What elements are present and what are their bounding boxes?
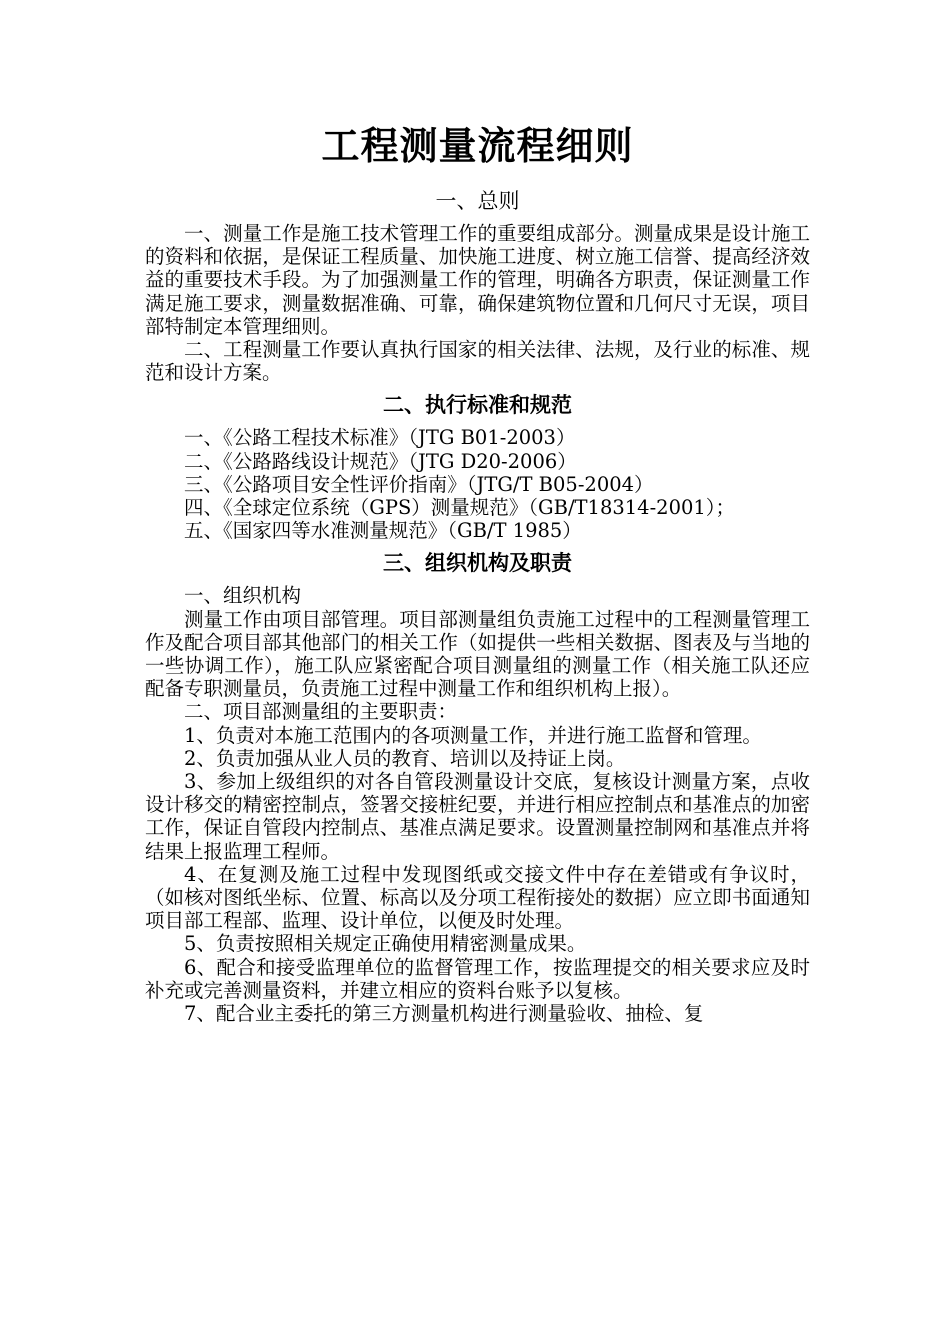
section-heading-organization: 三、组织机构及职责 bbox=[383, 551, 572, 576]
duty-item: 3、参加上级组织的对各自管段测量设计交底，复核设计测量方案，点收设计移交的精密控制点，签署交接桩纪要，并进行相应控制点和基准点的加密工作，保证自管段内控制点、基准点满足要求。设置测量控制网和基准点并将结果上报监理工程师。 bbox=[145, 770, 810, 863]
paragraph: 一、测量工作是施工技术管理工作的重要组成部分。测量成果是设计施工的资料和依据，是保证工程质量、加快施工进度、树立施工信誉、提高经济效益的重要技术手段。为了加强测量工作的管理，明确各方职责，保证测量工作满足施工要求，测量数据准确、可靠，确保建筑物位置和几何尺寸无误，项目部特制定本管理细则。 bbox=[145, 222, 810, 338]
duty-item: 2、负责加强从业人员的教育、培训以及持证上岗。 bbox=[184, 746, 626, 770]
standard-item: 二、《公路路线设计规范》（JTG D20-2006） bbox=[184, 449, 577, 473]
standard-item: 四、《全球定位系统（GPS）测量规范》（GB/T18314-2001）； bbox=[184, 496, 736, 520]
section-heading-general: 一、总则 bbox=[435, 189, 520, 213]
paragraph: 二、工程测量工作要认真执行国家的相关法律、法规，及行业的标准、规范和设计方案。 bbox=[145, 338, 810, 385]
standard-item: 三、《公路项目安全性评价指南》（JTG/T B05-2004） bbox=[184, 472, 654, 496]
section-heading-standards: 二、执行标准和规范 bbox=[383, 393, 572, 418]
document-body bbox=[145, 118, 810, 1025]
duty-item: 7、配合业主委托的第三方测量机构进行测量验收、抽检、复 bbox=[184, 1002, 704, 1026]
duty-item: 1、负责对本施工范围内的各项测量工作，并进行施工监督和管理。 bbox=[184, 723, 762, 747]
duty-item: 4、在复测及施工过程中发现图纸或交接文件中存在差错或有争议时，（如核对图纸坐标、位置、标高以及分项工程衔接处的数据）应立即书面通知项目部工程部、监理、设计单位，以便及时处理。 bbox=[145, 862, 810, 933]
duty-item: 5、负责按照相关规定正确使用精密测量成果。 bbox=[184, 932, 587, 956]
standard-item: 五、《国家四等水准测量规范》（GB/T 1985） bbox=[184, 519, 582, 543]
paragraph: 测量工作由项目部管理。项目部测量组负责施工过程中的工程测量管理工作及配合项目部其他部门的相关工作（如提供一些相关数据、图表及与当地的一些协调工作），施工队应紧密配合项目测量组的测量工作（相关施工队还应配备专职测量员，负责施工过程中测量工作和组织机构上报）。 bbox=[145, 607, 810, 701]
document-title: 工程测量流程细则 bbox=[321, 124, 634, 168]
paragraph: 一、组织机构 bbox=[184, 584, 302, 608]
duty-item: 6、配合和接受监理单位的监督管理工作，按监理提交的相关要求应及时补充或完善测量资料，并建立相应的资料台账予以复核。 bbox=[145, 955, 810, 1002]
paragraph: 二、项目部测量组的主要职责： bbox=[184, 700, 458, 724]
standard-item: 一、《公路工程技术标准》（JTG B01-2003） bbox=[184, 426, 576, 450]
